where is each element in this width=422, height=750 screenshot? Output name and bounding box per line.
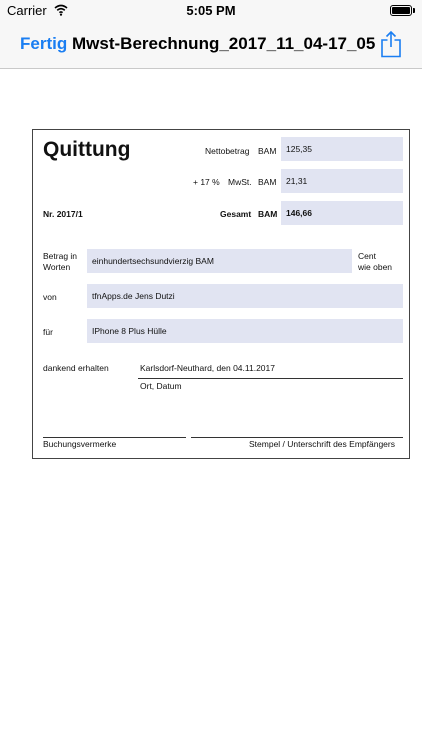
cent-label: Cent <box>358 251 376 261</box>
vat-currency: BAM <box>258 177 277 187</box>
total-currency: BAM <box>258 209 278 219</box>
vat-label: MwSt. <box>228 177 252 187</box>
place-date-value: Karlsdorf-Neuthard, den 04.11.2017 <box>140 363 275 373</box>
vat-amount-field: 21,31 <box>281 169 403 193</box>
net-label: Nettobetrag <box>205 146 250 156</box>
nav-title: Mwst-Berechnung_2017_11_04-17_05 <box>72 34 376 53</box>
receipt-title: Quittung <box>43 138 131 161</box>
place-date-label: Ort, Datum <box>140 381 182 391</box>
navigation-bar <box>0 22 422 69</box>
receipt-number: Nr. 2017/1 <box>43 209 83 219</box>
net-amount-field: 125,35 <box>281 137 403 161</box>
total-amount-field: 146,66 <box>281 201 403 225</box>
total-label: Gesamt <box>220 209 252 219</box>
signature-label: Stempel / Unterschrift des Empfängers <box>249 439 395 449</box>
bookings-line <box>43 437 186 438</box>
done-button[interactable]: Fertig <box>20 34 68 53</box>
share-icon[interactable] <box>380 30 402 58</box>
amount-in-words-field: einhundertsechsundvierzig BAM <box>87 249 352 273</box>
receipt-document <box>32 129 410 459</box>
status-bar <box>0 0 422 22</box>
from-field: tfnApps.de Jens Dutzi <box>87 284 403 308</box>
cent-label-line2: wie oben <box>358 262 393 272</box>
amount-in-words-label-line2: Worten <box>43 262 71 272</box>
place-date-line <box>138 378 403 379</box>
for-field: IPhone 8 Plus Hülle <box>87 319 403 343</box>
status-time: 5:05 PM <box>186 3 236 18</box>
for-label: für <box>43 327 53 337</box>
bookings-label: Buchungsvermerke <box>43 439 117 449</box>
vat-rate: + 17 % <box>193 177 220 187</box>
battery-tip <box>413 8 415 13</box>
carrier-label: Carrier <box>7 3 47 18</box>
from-label: von <box>43 292 57 302</box>
battery-icon <box>390 5 412 16</box>
received-label: dankend erhalten <box>43 363 109 373</box>
amount-in-words-label: Betrag in <box>43 251 78 261</box>
net-currency: BAM <box>258 146 277 156</box>
signature-line <box>191 437 403 438</box>
